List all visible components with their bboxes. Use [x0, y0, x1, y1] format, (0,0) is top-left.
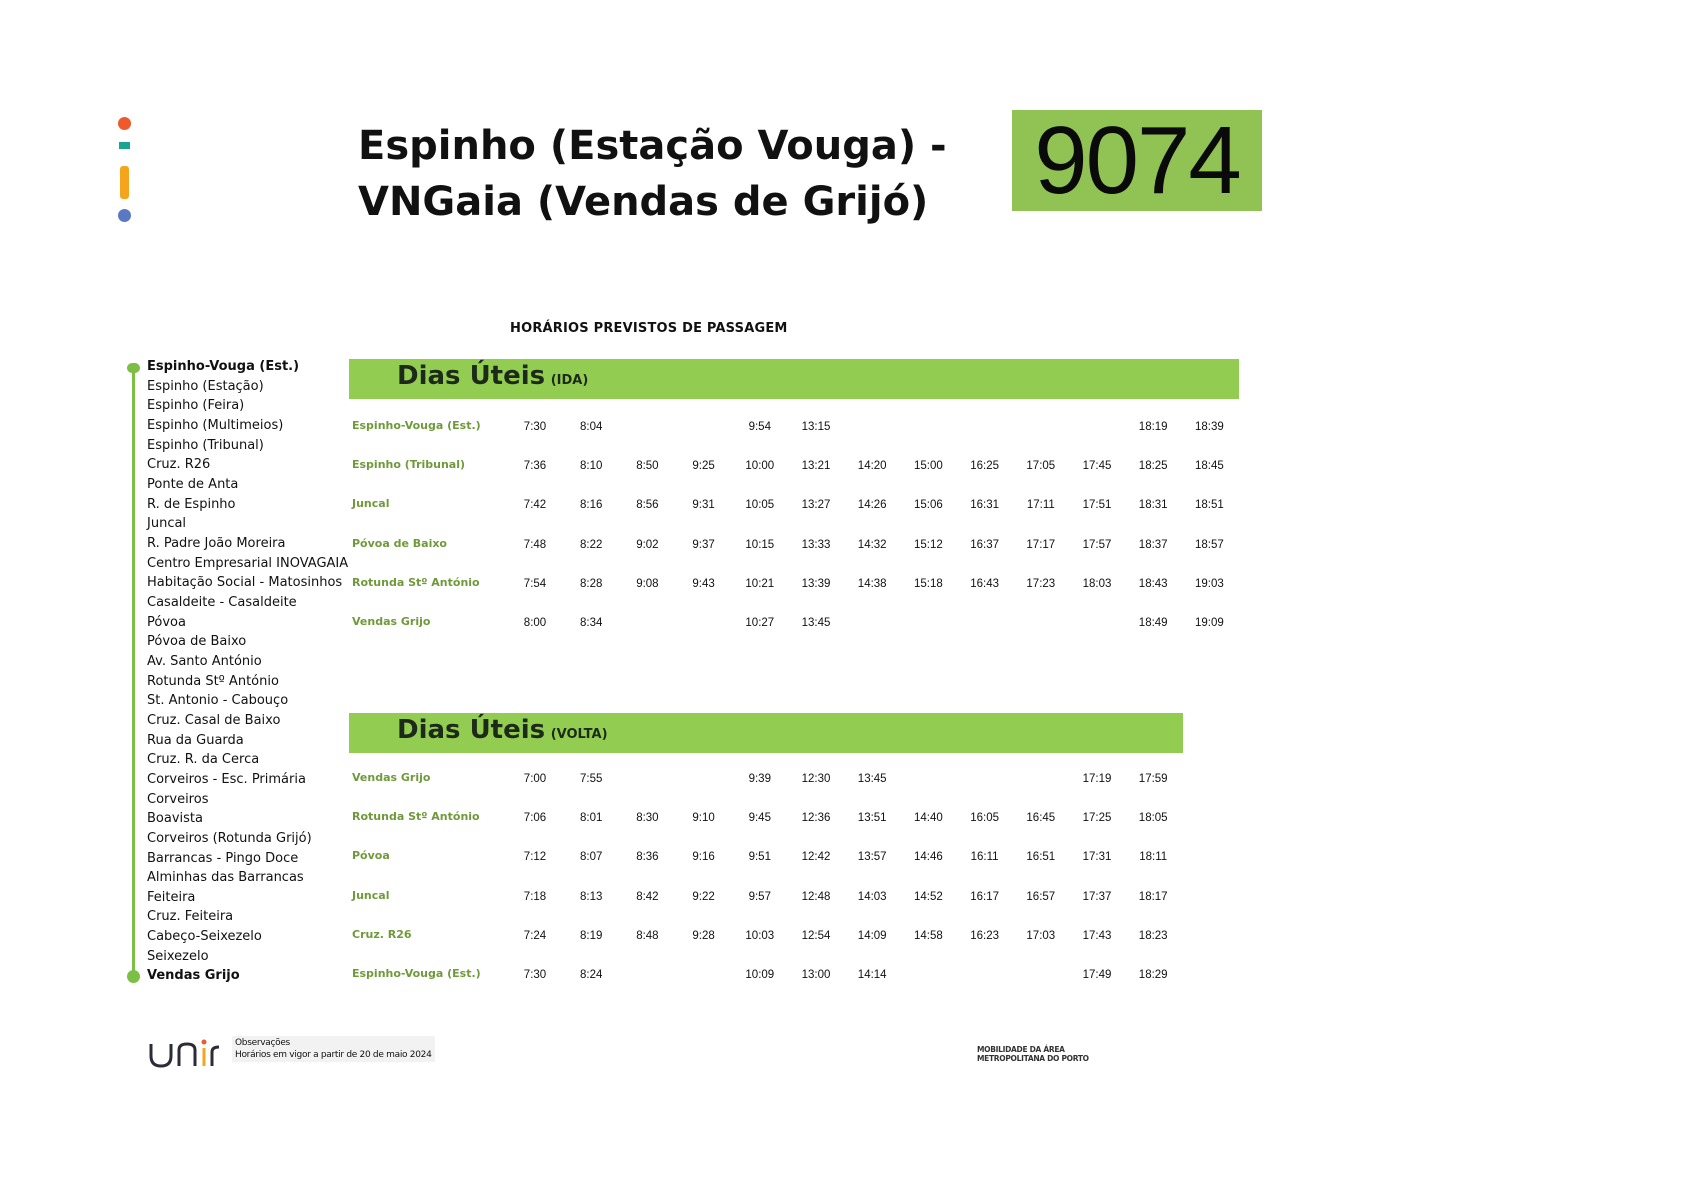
time-cell: 17:49 [1082, 969, 1112, 981]
time-cell: 9:16 [692, 851, 715, 864]
authority-line-1: MOBILIDADE DA ÁREA [977, 1045, 1065, 1054]
time-cell: 18:23 [1138, 929, 1168, 942]
authority-line-2: METROPOLITANA DO PORTO [977, 1054, 1089, 1063]
time-cell: 18:57 [1195, 538, 1224, 551]
time-cell: 12:36 [801, 812, 831, 825]
volta-direction: (VOLTA) [550, 727, 608, 742]
time-cell: 9:08 [636, 577, 659, 590]
unir-logo [149, 1036, 229, 1074]
row-stop-label: Juncal [352, 497, 390, 511]
time-cell: 9:31 [692, 499, 715, 512]
time-cell: 18:45 [1195, 460, 1224, 473]
logo-red-dot [118, 117, 131, 130]
time-cell: 8:22 [579, 538, 603, 551]
stop-item: Ponte de Anta [147, 476, 239, 492]
time-cell: 17:51 [1082, 499, 1112, 512]
time-cell: 10:15 [745, 538, 775, 551]
time-cell: 12:42 [801, 851, 831, 864]
route-start-marker [127, 363, 140, 373]
observations-text: Horários em vigor a partir de 20 de maio 2024 [235, 1050, 432, 1060]
ida-header-title [397, 361, 588, 391]
time-cell: 7:36 [523, 460, 547, 473]
stop-item: Rotunda Stº António [147, 673, 279, 689]
time-cell: 7:42 [523, 499, 547, 512]
row-stop-label: Póvoa de Baixo [352, 536, 447, 550]
time-cell: 18:25 [1138, 460, 1168, 473]
stop-item: Póvoa [147, 614, 186, 630]
time-cell: 12:48 [801, 890, 831, 903]
time-cell: 17:57 [1082, 538, 1112, 551]
stop-item: Cabeço-Seixezelo [147, 929, 262, 945]
time-cell: 16:51 [1026, 851, 1056, 864]
time-cell: 14:58 [914, 929, 943, 942]
stop-item: R. Padre João Moreira [147, 535, 286, 551]
time-cell: 8:36 [636, 851, 659, 864]
time-cell: 9:10 [692, 812, 715, 825]
stop-item: R. de Espinho [147, 496, 236, 512]
time-cell: 13:21 [801, 460, 831, 473]
time-cell: 13:33 [801, 538, 831, 551]
time-cell: 17:43 [1082, 929, 1112, 942]
title-line-1: Espinho (Estação Vouga) - [358, 123, 947, 169]
route-line [132, 368, 135, 976]
time-cell: 16:37 [970, 538, 999, 551]
time-cell: 17:23 [1026, 577, 1056, 590]
time-cell: 18:43 [1138, 577, 1168, 590]
stop-item: Casaldeite - Casaldeite [147, 594, 297, 610]
route-end-marker [127, 970, 140, 983]
time-cell: 9:51 [748, 851, 771, 864]
time-cell: 17:45 [1082, 460, 1112, 473]
time-cell: 7:06 [523, 812, 547, 825]
row-stop-label: Rotunda Stº António [352, 575, 480, 589]
time-cell: 15:00 [914, 460, 943, 473]
row-stop-label: Espinho (Tribunal) [352, 458, 466, 472]
time-cell: 13:51 [857, 812, 887, 825]
stop-item: Boavista [147, 811, 203, 827]
stop-item: Seixezelo [147, 948, 209, 964]
time-cell: 18:31 [1138, 499, 1168, 512]
row-stop-label: Juncal [352, 888, 390, 902]
time-cell: 18:51 [1195, 499, 1224, 512]
stop-item: Cruz. R26 [147, 457, 211, 473]
time-cell: 10:00 [745, 460, 775, 473]
time-cell: 8:42 [636, 890, 659, 903]
volta-title: Dias Úteis [397, 715, 546, 745]
stop-item: Alminhas das Barrancas [147, 870, 304, 886]
time-cell: 8:28 [579, 577, 603, 590]
time-cell: 18:19 [1138, 421, 1168, 433]
time-cell: 17:25 [1082, 812, 1112, 825]
title-line-2: VNGaia (Vendas de Grijó) [358, 179, 929, 225]
time-cell: 8:34 [579, 617, 603, 629]
stop-item: Barrancas - Pingo Doce [147, 850, 299, 866]
time-cell: 13:39 [801, 577, 831, 590]
logo-yellow-bar [120, 166, 129, 199]
row-stop-label: Póvoa [352, 849, 390, 863]
time-cell: 17:03 [1026, 929, 1056, 942]
time-cell: 14:38 [857, 577, 887, 590]
time-cell: 10:05 [745, 499, 775, 512]
time-cell: 10:09 [745, 969, 775, 981]
time-cell: 18:05 [1138, 812, 1168, 825]
stop-item: Espinho (Estação) [147, 378, 264, 394]
stop-item: Av. Santo António [147, 653, 262, 669]
time-cell: 16:11 [970, 851, 999, 864]
time-cell: 18:37 [1138, 538, 1168, 551]
time-cell: 16:57 [1026, 890, 1056, 903]
time-cell: 9:02 [636, 538, 659, 551]
time-cell: 17:05 [1026, 460, 1056, 473]
schedule-volta [349, 713, 1183, 993]
time-cell: 17:17 [1026, 538, 1056, 551]
time-cell: 18:39 [1195, 421, 1224, 433]
time-cell: 17:11 [1026, 499, 1055, 512]
time-cell: 13:45 [801, 617, 831, 629]
time-cell: 14:09 [857, 929, 887, 942]
time-cell: 9:28 [692, 929, 715, 942]
time-cell: 15:06 [914, 499, 943, 512]
stop-item: Corveiros [147, 791, 209, 807]
time-cell: 8:24 [579, 969, 603, 981]
schedule-ida [349, 359, 1239, 639]
time-cell: 9:39 [748, 773, 771, 785]
time-cell: 10:21 [745, 577, 775, 590]
time-cell: 13:27 [801, 499, 831, 512]
time-cell: 18:17 [1138, 890, 1168, 903]
time-cell: 14:46 [914, 851, 943, 864]
time-cell: 16:31 [970, 499, 999, 512]
time-cell: 9:54 [748, 421, 771, 433]
time-cell: 7:12 [523, 851, 547, 864]
time-cell: 7:24 [523, 929, 547, 942]
time-cell: 18:29 [1138, 969, 1168, 981]
time-cell: 19:09 [1195, 617, 1224, 629]
row-stop-label: Vendas Grijo [352, 771, 431, 784]
time-cell: 17:31 [1082, 851, 1112, 864]
time-cell: 7:48 [523, 538, 547, 551]
time-cell: 10:03 [745, 929, 775, 942]
stop-item: Centro Empresarial INOVAGAIA [147, 555, 349, 571]
time-cell: 7:55 [579, 773, 603, 785]
time-cell: 8:00 [523, 617, 547, 629]
stop-item: Cruz. R. da Cerca [147, 752, 260, 768]
ida-title: Dias Úteis [397, 361, 546, 391]
time-cell: 8:50 [636, 460, 659, 473]
time-cell: 7:00 [523, 773, 547, 785]
time-cell: 14:40 [914, 812, 943, 825]
time-cell: 7:54 [523, 577, 547, 590]
time-cell: 9:22 [692, 890, 715, 903]
time-cell: 7:30 [523, 969, 547, 981]
ida-direction: (IDA) [550, 373, 589, 388]
ida-header-band [349, 359, 1239, 399]
time-cell: 7:18 [523, 890, 547, 903]
time-cell: 8:10 [579, 460, 603, 473]
time-cell: 9:45 [748, 812, 771, 825]
stop-item: Espinho (Multimeios) [147, 417, 284, 433]
stop-item: Corveiros - Esc. Primária [147, 771, 306, 787]
time-cell: 9:43 [692, 577, 715, 590]
time-cell: 14:20 [857, 460, 887, 473]
time-cell: 8:19 [579, 929, 603, 942]
time-cell: 16:43 [970, 577, 999, 590]
time-cell: 14:03 [857, 890, 887, 903]
time-cell: 16:05 [970, 812, 999, 825]
observations-note [232, 1036, 435, 1062]
time-cell: 9:25 [692, 460, 715, 473]
time-cell: 8:30 [636, 812, 659, 825]
time-cell: 18:49 [1138, 617, 1168, 629]
logo-teal-dash [119, 142, 130, 149]
time-cell: 8:48 [636, 929, 659, 942]
stop-item: Espinho (Feira) [147, 398, 245, 414]
time-cell: 9:57 [748, 890, 771, 903]
time-cell: 13:00 [801, 969, 831, 981]
row-stop-label: Cruz. R26 [352, 927, 412, 941]
time-cell: 13:57 [857, 851, 887, 864]
schedule-subheading: HORÁRIOS PREVISTOS DE PASSAGEM [510, 321, 788, 336]
stop-item: Cruz. Casal de Baixo [147, 712, 281, 728]
time-cell: 18:11 [1139, 851, 1168, 864]
time-cell: 12:30 [801, 773, 831, 785]
stop-item: Corveiros (Rotunda Grijó) [147, 830, 312, 846]
time-cell: 8:07 [579, 851, 603, 864]
stop-item: Habitação Social - Matosinhos [147, 575, 343, 591]
stop-item: Cruz. Feiteira [147, 909, 234, 925]
time-cell: 7:30 [523, 421, 547, 433]
time-cell: 14:26 [857, 499, 887, 512]
row-stop-label: Espinho-Vouga (Est.) [352, 967, 481, 980]
stop-item: Feiteira [147, 889, 196, 905]
time-cell: 9:37 [692, 538, 715, 551]
time-cell: 8:13 [579, 890, 603, 903]
time-cell: 14:14 [857, 969, 887, 981]
page-title [358, 118, 978, 230]
time-cell: 16:25 [970, 460, 999, 473]
time-cell: 10:27 [745, 617, 775, 629]
stop-item: St. Antonio - Cabouço [147, 693, 289, 709]
time-cell: 16:45 [1026, 812, 1056, 825]
logo-blue-dot [118, 209, 131, 222]
time-cell: 8:01 [579, 812, 603, 825]
route-number: 9074 [1034, 106, 1240, 214]
volta-header-title [397, 715, 608, 745]
time-cell: 8:04 [579, 421, 603, 433]
time-cell: 17:59 [1138, 773, 1168, 785]
stop-item: Espinho-Vouga (Est.) [147, 359, 300, 374]
time-cell: 15:18 [914, 577, 943, 590]
time-cell: 12:54 [801, 929, 831, 942]
time-cell: 18:03 [1082, 577, 1112, 590]
stop-item: Espinho (Tribunal) [147, 437, 264, 453]
time-cell: 17:37 [1082, 890, 1112, 903]
time-cell: 14:52 [914, 890, 943, 903]
authority-logo [977, 1045, 1089, 1063]
time-cell: 8:56 [636, 499, 659, 512]
stop-item: Juncal [147, 516, 187, 532]
time-cell: 8:16 [579, 499, 603, 512]
stop-item: Póvoa de Baixo [147, 634, 247, 650]
observations-label: Observações [235, 1038, 290, 1048]
time-cell: 17:19 [1082, 773, 1112, 785]
time-cell: 13:45 [857, 773, 887, 785]
time-cell: 16:23 [970, 929, 999, 942]
time-cell: 13:15 [801, 421, 831, 433]
volta-header-band [349, 713, 1183, 753]
time-cell: 15:12 [914, 538, 943, 551]
time-cell: 19:03 [1195, 577, 1224, 590]
stop-item: Vendas Grijo [147, 968, 240, 984]
row-stop-label: Espinho-Vouga (Est.) [352, 419, 481, 432]
stop-item: Rua da Guarda [147, 732, 244, 748]
row-stop-label: Vendas Grijo [352, 615, 431, 628]
row-stop-label: Rotunda Stº António [352, 810, 480, 824]
time-cell: 14:32 [857, 538, 887, 551]
time-cell: 16:17 [970, 890, 999, 903]
route-number-badge [1012, 106, 1262, 214]
